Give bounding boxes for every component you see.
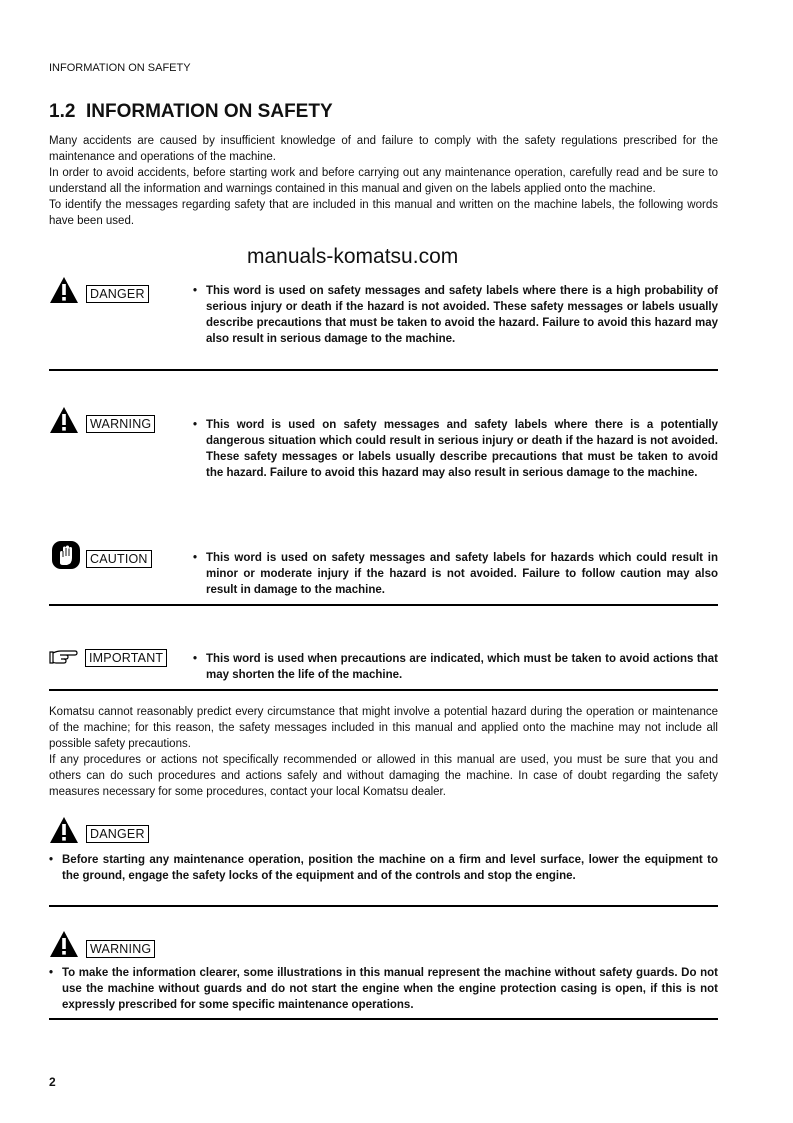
section-number: 1.2	[49, 101, 76, 122]
warning-triangle-icon	[49, 816, 79, 844]
divider	[49, 1018, 718, 1020]
intro-paragraph: In order to avoid accidents, before starting work and before carrying out any maintenance operation, carefully read and be sure to understand all the information and warnings contained in this manual and given on the labels applied onto the machine.	[49, 167, 718, 195]
running-header: INFORMATION ON SAFETY	[49, 62, 191, 74]
divider	[49, 369, 718, 371]
bullet: •	[193, 285, 198, 297]
bullet: •	[193, 552, 198, 564]
danger-notice-label: DANGER	[86, 825, 149, 843]
warning-triangle-icon	[49, 276, 79, 304]
important-label: IMPORTANT	[85, 649, 167, 667]
divider	[49, 689, 718, 691]
bullet: •	[193, 419, 198, 431]
warning-notice-label: WARNING	[86, 940, 155, 958]
caution-description: • This word is used on safety messages and safety labels for hazards which could result in minor or moderate injury if the hazard is not avoided. Failure to follow caution may also result in damage to the machine.	[193, 552, 718, 596]
intro-paragraph: Many accidents are caused by insufficient knowledge of and failure to comply with the safety regulations prescribed for the maintenance and operations of the machine.	[49, 135, 718, 163]
intro-paragraph: To identify the messages regarding safety that are included in this manual and written on the machine labels, the following words have been used.	[49, 199, 718, 227]
warning-description: • This word is used on safety messages and safety labels where there is a potentially dangerous situation which could result in serious injury or death if the hazard is not avoided. These safety messages or labels usually describe precautions that must be taken to avoid the hazard. Failure to avoid this hazard may also result in serious damage to the machine.	[193, 419, 718, 479]
bullet: •	[193, 653, 198, 665]
watermark: manuals-komatsu.com	[247, 245, 459, 268]
danger-notice-text: • Before starting any maintenance operation, position the machine on a firm and level surface, lower the equipment to the ground, engage the safety locks of the equipment and of the controls and stop the engine.	[49, 854, 718, 882]
divider	[49, 604, 718, 606]
warning-triangle-icon	[49, 406, 79, 434]
warning-notice-text: • To make the information clearer, some illustrations in this manual represent the machine without safety guards. Do not use the machine without guards and do not start the engine when the engine protection casing is open, if this is not expressly prescribed for some specific maintenance operations.	[49, 967, 718, 1011]
bullet: •	[49, 967, 54, 979]
section-title	[49, 101, 333, 123]
page-number: 2	[49, 1075, 56, 1089]
important-description: • This word is used when precautions are indicated, which must be taken to avoid actions that may shorten the life of the machine.	[193, 653, 718, 681]
pointing-hand-icon	[48, 648, 78, 666]
warning-label: WARNING	[86, 415, 155, 433]
divider	[49, 905, 718, 907]
danger-description: • This word is used on safety messages and safety labels where there is a high probability of serious injury or death if the hazard is not avoided. These safety messages or labels usually describe precautions that must be taken to avoid the hazard. Failure to avoid this hazard may also result in serious damage to the machine.	[193, 285, 718, 345]
disclaimer-paragraph: Komatsu cannot reasonably predict every circumstance that might involve a potential hazard during the operation or maintenance of the machine; for this reason, the safety messages included in this manual and applied onto the machine may not include all possible safety precautions.	[49, 706, 718, 750]
disclaimer-paragraph: If any procedures or actions not specifically recommended or allowed in this manual are used, you must be sure that you and others can do such procedures and actions safely and without damaging the machine. In case of doubt regarding the safety measures necessary for some procedures, contact your local Komatsu dealer.	[49, 754, 718, 798]
bullet: •	[49, 854, 54, 866]
stop-hand-icon	[51, 540, 81, 570]
caution-label: CAUTION	[86, 550, 152, 568]
danger-label: DANGER	[86, 285, 149, 303]
intro-text	[49, 133, 718, 229]
warning-triangle-icon	[49, 930, 79, 958]
disclaimer-text	[49, 704, 718, 800]
section-title-text: INFORMATION ON SAFETY	[85, 101, 333, 122]
